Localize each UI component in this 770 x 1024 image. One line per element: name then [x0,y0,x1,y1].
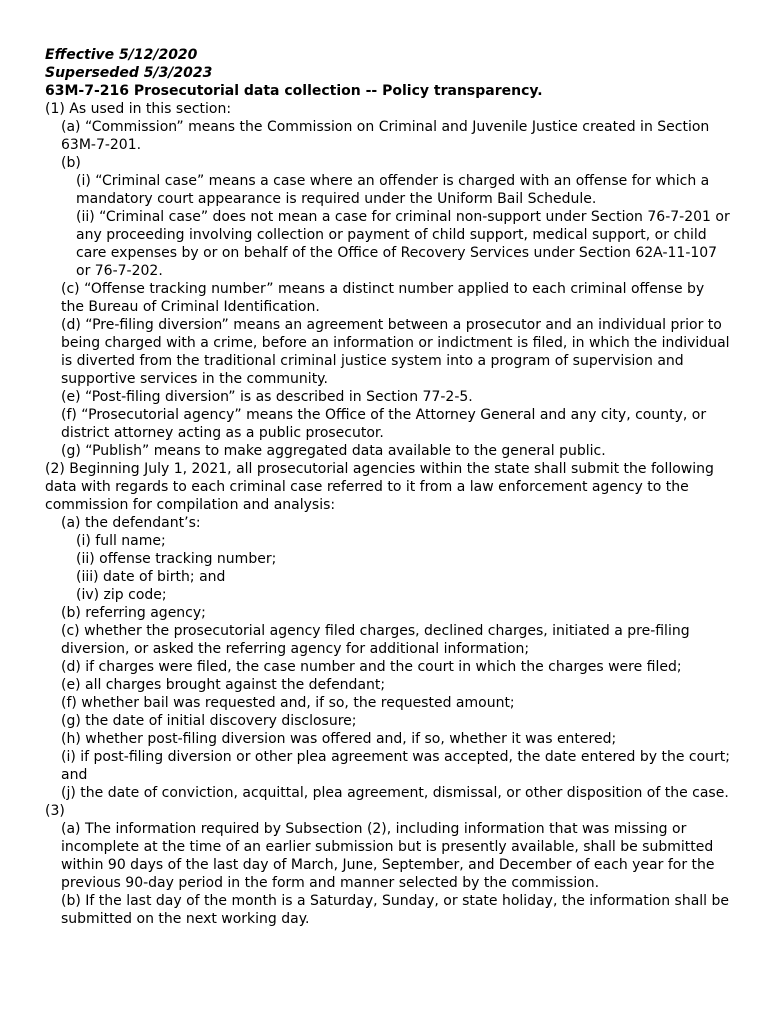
section-title: 63M-7-216 Prosecutorial data collection -- Policy transparency. [45,83,543,99]
list-item: (iii) date of birth; and [76,569,226,585]
superseded-date: Superseded 5/3/2023 [45,65,213,81]
list-item: (h) whether post-filing diversion was offered and, if so, whether it was entered; [61,731,617,747]
definition-prosecutorial-agency: (f) “Prosecutorial agency” means the Office of the Attorney General and any city, county, or district attorney acting as a public prosecutor. [61,407,707,441]
list-item: (a) the defendant’s: [61,515,201,531]
definition-pre-filing-diversion: (d) “Pre-filing diversion” means an agreement between a prosecutor and an individual prior to being charged with a crime, before an information or indictment is filed, in which the individual is diverted from the traditional criminal justice system into a program of supervision and supportive services in the community. [61,317,730,387]
definition-offense-tracking-number: (c) “Offense tracking number” means a distinct number applied to each criminal offense by the Bureau of Criminal Identification. [61,281,705,315]
definition-criminal-case-exclusion: (ii) “Criminal case” does not mean a case for criminal non-support under Section 76-7-201 or any proceeding involving collection or payment of child support, medical support, or child care expenses by or on behalf of the Office of Recovery Services under Section 62A-11-107 or 76-7-202. [76,209,730,279]
subsection-2-intro: (2) Beginning July 1, 2021, all prosecutorial agencies within the state shall submit the following data with regards to each criminal case referred to it from a law enforcement agency to the commission for compilation and analysis: [45,461,714,513]
holiday-rule-text: (b) If the last day of the month is a Saturday, Sunday, or state holiday, the information shall be submitted on the next working day. [61,893,730,927]
list-item: (e) all charges brought against the defendant; [61,677,386,693]
list-item: (b) referring agency; [61,605,206,621]
definition-commission: (a) “Commission” means the Commission on Criminal and Juvenile Justice created in Section 63M-7-201. [61,119,710,153]
submission-deadline-text: (a) The information required by Subsection (2), including information that was missing or incomplete at the time of an earlier submission but is presently available, shall be submitted within 90 days of the last day of March, June, September, and December of each year for the previous 90-day period in the form and manner selected by the commission. [61,821,715,891]
subsection-1-intro: (1) As used in this section: [45,101,232,117]
definition-criminal-case: (i) “Criminal case” means a case where an offender is charged with an offense for which a mandatory court appearance is required under the Uniform Bail Schedule. [76,173,710,207]
subsection-3-intro: (3) [45,803,65,819]
list-item: (j) the date of conviction, acquittal, plea agreement, dismissal, or other disposition of the case. [61,785,729,801]
definition-post-filing-diversion: (e) “Post-filing diversion” is as described in Section 77-2-5. [61,389,473,405]
list-item: (g) the date of initial discovery disclosure; [61,713,357,729]
effective-date: Effective 5/12/2020 [45,47,198,63]
list-item: (i) full name; [76,533,166,549]
list-item: (iv) zip code; [76,587,167,603]
list-item: (c) whether the prosecutorial agency filed charges, declined charges, initiated a pre-filing diversion, or asked the referring agency for additional information; [61,623,690,657]
list-item: (d) if charges were filed, the case number and the court in which the charges were filed; [61,659,682,675]
list-item: (ii) offense tracking number; [76,551,277,567]
list-item: (i) if post-filing diversion or other plea agreement was accepted, the date entered by the court; and [61,749,730,783]
definition-publish: (g) “Publish” means to make aggregated data available to the general public. [61,443,606,459]
definition-b-label: (b) [61,155,81,171]
list-item: (f) whether bail was requested and, if so, the requested amount; [61,695,515,711]
